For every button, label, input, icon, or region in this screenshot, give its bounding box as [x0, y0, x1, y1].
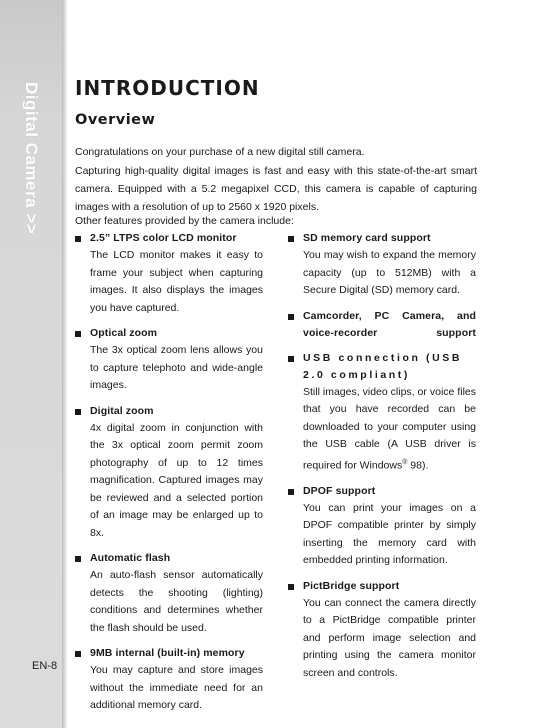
feature-title: 9MB internal (built-in) memory — [90, 647, 245, 659]
bullet-icon — [288, 356, 294, 362]
feature-title: Optical zoom — [90, 327, 158, 339]
feature-optical-zoom — [75, 325, 263, 395]
feature-title: Camcorder, PC Camera, and voice-recorder support — [303, 309, 476, 339]
registered-mark: ® — [402, 458, 408, 466]
feature-automatic-flash — [75, 550, 263, 637]
feature-usb-connection — [288, 350, 476, 475]
page-title: INTRODUCTION — [75, 76, 260, 100]
bullet-icon — [75, 556, 81, 562]
feature-description: You can print your images on a DPOF compatible printer by simply inserting the memory card with embedded printing information. — [303, 501, 476, 566]
feature-title: USB connection (USB 2.0 compliant) — [303, 351, 463, 381]
feature-description: An auto-flash sensor automatically detects the shooting (lighting) conditions and determines whether the flash should be used. — [90, 569, 263, 634]
feature-camcorder — [288, 308, 476, 342]
bullet-icon — [288, 314, 294, 320]
sidebar-label: Digital Camera >> — [22, 82, 41, 235]
feature-description: The 3x optical zoom lens allows you to capture telephoto and wide-angle images. — [90, 344, 263, 391]
feature-title: SD memory card support — [303, 232, 431, 244]
bullet-icon — [75, 409, 81, 415]
feature-title: Automatic flash — [90, 552, 171, 564]
feature-description-tail: 98). — [407, 459, 429, 471]
feature-sd-card — [288, 230, 476, 300]
bullet-icon — [75, 331, 81, 337]
feature-title: DPOF support — [303, 484, 376, 497]
features-column-right — [288, 230, 476, 690]
feature-description: 4x digital zoom in conjunction with the 3x optical zoom permit zoom photography of up to 12 times magnification. Captured images may be reviewed and a selected portion of an image may be enlarged up to 8x. — [90, 421, 263, 539]
features-column-left — [75, 230, 263, 723]
intro-congratulations: Congratulations on your purchase of a new digital still camera. — [75, 146, 365, 158]
feature-digital-zoom — [75, 403, 263, 543]
feature-title: PictBridge support — [303, 579, 400, 592]
bullet-icon — [75, 651, 81, 657]
feature-description: You may wish to expand the memory capacity (up to 512MB) with a Secure Digital (SD) memory card. — [303, 249, 476, 296]
feature-description-text: Still images, video clips, or voice files that you have recorded can be downloaded to your computer using the USB cable (A USB driver is required for Windows — [303, 385, 476, 471]
feature-title: Digital zoom — [90, 404, 154, 417]
feature-dpof — [288, 483, 476, 570]
bullet-icon — [75, 236, 81, 242]
feature-internal-memory — [75, 645, 263, 715]
feature-description — [303, 384, 476, 475]
feature-pictbridge — [288, 578, 476, 683]
page-number: EN-8 — [32, 660, 58, 672]
feature-description: You may capture and store images without the immediate need for an additional memory card. — [90, 664, 263, 711]
feature-lcd-monitor — [75, 230, 263, 317]
section-title: Overview — [75, 112, 156, 128]
feature-title: 2.5” LTPS color LCD monitor — [90, 232, 237, 244]
bullet-icon — [288, 236, 294, 242]
bullet-icon — [288, 584, 294, 590]
sidebar-shadow — [62, 0, 68, 728]
bullet-icon — [288, 489, 294, 495]
intro-features-lead: Other features provided by the camera include: — [75, 215, 294, 227]
intro-description: Capturing high-quality digital images is fast and easy with this state-of-the-art smart camera. Equipped with a 5.2 megapixel CCD, this camera is capable of capturing images with a resolution of up to 2560 x 1920 pixels. — [75, 165, 477, 213]
feature-description: You can connect the camera directly to a PictBridge compatible printer and perform image selection and printing using the camera monitor screen and controls. — [303, 596, 476, 679]
feature-description: The LCD monitor makes it easy to frame your subject when capturing images. It also displays the images you have captured. — [90, 249, 263, 314]
